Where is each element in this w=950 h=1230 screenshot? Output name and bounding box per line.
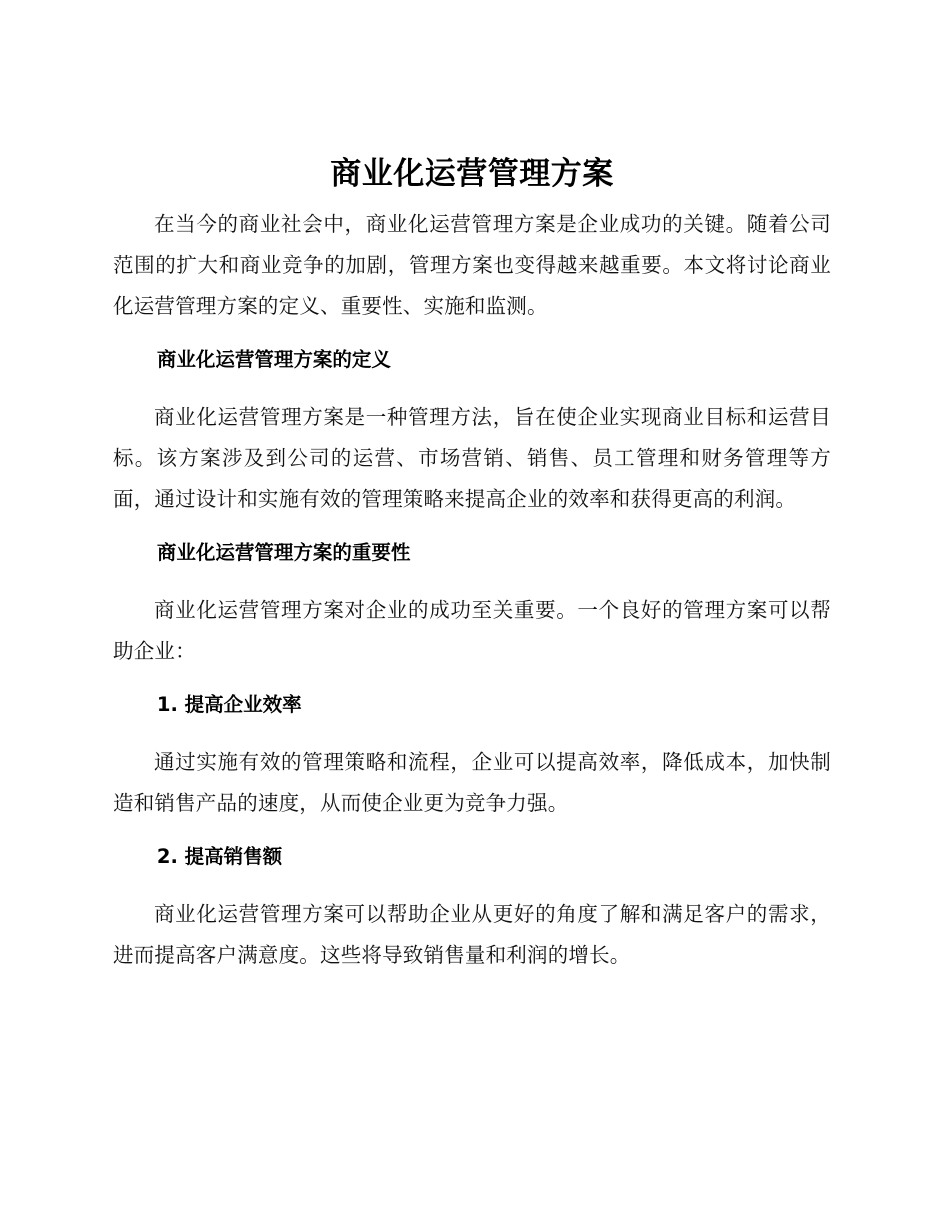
section-heading-sales: 2. 提高销售额	[156, 845, 283, 868]
section-body-efficiency: 通过实施有效的管理策略和流程，企业可以提高效率，降低成本，加快制造和销售产品的速度，从而使企业更为竞争力强。	[113, 750, 831, 815]
intro-paragraph: 在当今的商业社会中，商业化运营管理方案是企业成功的关键。随着公司范围的扩大和商业竞争的加剧，管理方案也变得越来越重要。本文将讨论商业化运营管理方案的定义、重要性、实施和监测。	[113, 212, 831, 318]
section-heading-efficiency: 1. 提高企业效率	[156, 693, 302, 716]
section-body-sales: 商业化运营管理方案可以帮助企业从更好的角度了解和满足客户的需求，进而提高客户满意度。这些将导致销售量和利润的增长。	[113, 902, 831, 967]
section-heading-definition: 商业化运营管理方案的定义	[156, 348, 391, 371]
section-body-importance: 商业化运营管理方案对企业的成功至关重要。一个良好的管理方案可以帮助企业：	[113, 598, 831, 663]
section-body-definition: 商业化运营管理方案是一种管理方法，旨在使企业实现商业目标和运营目标。该方案涉及到公司的运营、市场营销、销售、员工管理和财务管理等方面，通过设计和实施有效的管理策略来提高企业的效率和获得更高的利润。	[113, 405, 831, 511]
section-heading-importance: 商业化运营管理方案的重要性	[156, 541, 411, 564]
document-page	[113, 150, 831, 976]
document-title: 商业化运营管理方案	[330, 156, 614, 192]
